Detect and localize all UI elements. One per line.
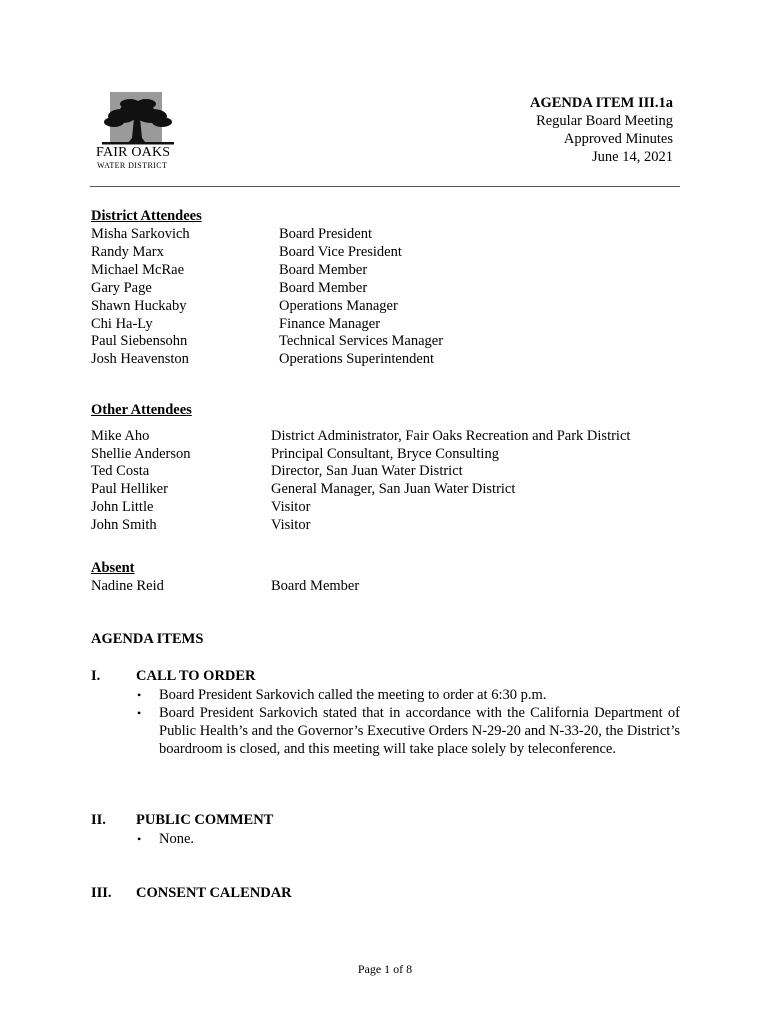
attendee-name: Shawn Huckaby <box>91 297 187 314</box>
bullet-icon: • <box>137 706 142 720</box>
attendee-name: John Smith <box>91 516 157 533</box>
attendee-name: Gary Page <box>91 279 152 296</box>
agenda-heading: AGENDA ITEMS <box>91 631 204 647</box>
document-header <box>530 94 673 166</box>
attendee-name: John Little <box>91 498 154 515</box>
attendee-name: Michael McRae <box>91 261 185 278</box>
meeting-type: Regular Board Meeting <box>536 113 673 129</box>
attendee-role: Board Member <box>279 261 368 278</box>
agenda-item-title: CALL TO ORDER <box>136 668 256 684</box>
agenda-item-numeral: III. <box>91 885 112 901</box>
agenda-item-numeral: II. <box>91 812 106 828</box>
attendee-role: District Administrator, Fair Oaks Recreation and Park District <box>271 428 631 444</box>
attendee-role: Operations Manager <box>279 297 398 314</box>
page-number: Page 1 of 8 <box>357 962 413 976</box>
attendee-name: Mike Aho <box>91 428 150 444</box>
attendee-name: Paul Helliker <box>91 481 168 498</box>
absent-title: Absent <box>91 560 135 576</box>
attendee-name: Josh Heavenston <box>91 351 189 368</box>
attendee-name: Randy Marx <box>91 243 164 260</box>
bullet-icon: • <box>137 832 142 846</box>
attendee-role: Finance Manager <box>279 315 381 332</box>
oak-tree-icon <box>96 92 180 172</box>
org-subtitle: WATER DISTRICT <box>97 161 168 170</box>
meeting-date: June 14, 2021 <box>592 149 673 165</box>
attendee-name: Ted Costa <box>91 463 150 480</box>
agenda-item-label: AGENDA ITEM III.1a <box>529 95 673 111</box>
attendee-role: Board President <box>279 226 373 242</box>
attendee-role: Technical Services Manager <box>279 333 444 350</box>
attendee-name: Shellie Anderson <box>91 445 191 462</box>
attendee-name: Nadine Reid <box>91 578 164 594</box>
attendee-name: Chi Ha-Ly <box>91 315 153 332</box>
other-attendees-title: Other Attendees <box>91 402 192 418</box>
agenda-bullet-text: Board President Sarkovich called the meeting to order at 6:30 p.m. <box>159 687 547 703</box>
agenda-item-numeral: I. <box>91 668 101 684</box>
attendee-name: Misha Sarkovich <box>91 226 190 242</box>
bullet-icon: • <box>137 688 142 702</box>
document-type: Approved Minutes <box>563 131 673 147</box>
attendee-name: Paul Siebensohn <box>91 333 188 350</box>
org-name: FAIR OAKS <box>96 145 171 160</box>
agenda-bullet-text: Board President Sarkovich stated that in accordance with the California Department of Public Health’s and the Governor’s Executive Orders N-29-20 and N-33-20, the District’s boardroom is closed, and this meeting will take place solely by teleconference. <box>159 705 680 757</box>
header-divider <box>90 186 680 187</box>
attendee-role: Board Member <box>279 279 368 296</box>
district-attendees-title: District Attendees <box>91 208 202 224</box>
attendee-role: Board Vice President <box>279 243 402 260</box>
attendee-role: Director, San Juan Water District <box>271 463 463 480</box>
attendee-role: Board Member <box>271 578 360 594</box>
agenda-bullet-text: None. <box>159 831 195 847</box>
attendee-role: General Manager, San Juan Water District <box>271 481 516 498</box>
agenda-item-title: PUBLIC COMMENT <box>136 812 274 828</box>
attendee-role: Visitor <box>271 516 311 533</box>
attendee-role: Principal Consultant, Bryce Consulting <box>271 445 499 462</box>
attendee-role: Operations Superintendent <box>279 351 435 368</box>
agenda-item-title: CONSENT CALENDAR <box>136 885 292 901</box>
attendee-role: Visitor <box>271 498 311 515</box>
